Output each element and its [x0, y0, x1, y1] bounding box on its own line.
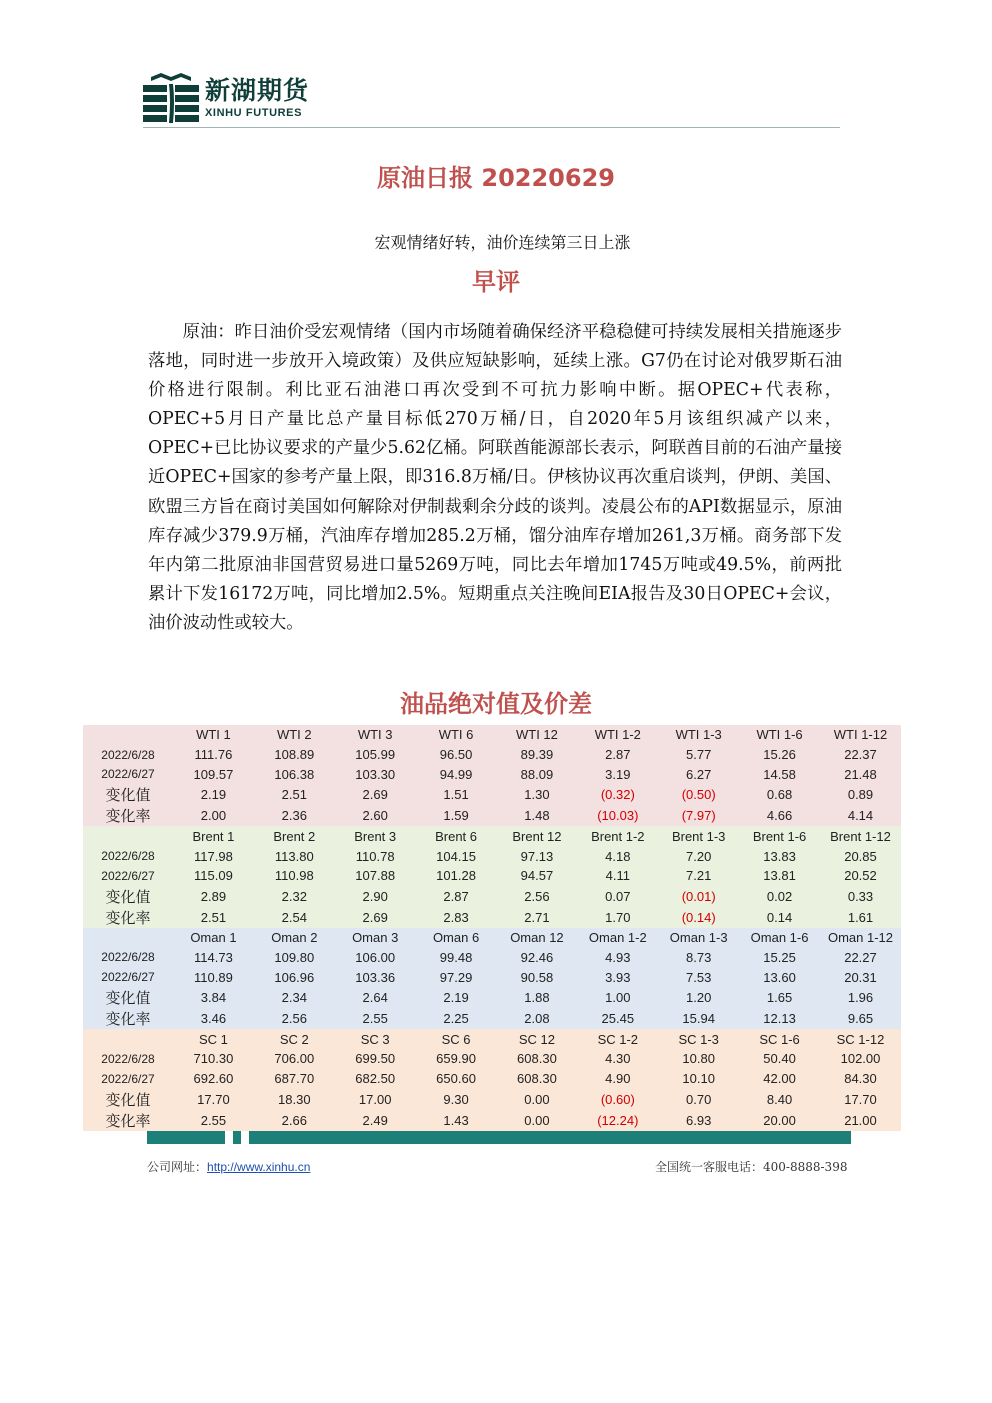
- column-header: Oman 6: [416, 928, 497, 948]
- table-cell: 4.11: [577, 866, 658, 886]
- column-header: SC 1-3: [658, 1029, 739, 1049]
- commentary-paragraph: 原油：昨日油价受宏观情绪（国内市场随着确保经济平稳稳健可持续发展相关措施逐步落地，同时进一步放开入境政策）及供应短缺影响，延续上涨。G7仍在讨论对俄罗斯石油价格进行限制。利比亚石油港口再次受到不可抗力影响中断。据OPEC+代表称，OPEC+5月日产量比总产量目标低270万桶/日，自2020年5月该组织减产以来，OPEC+已比协议要求的产量少5.62亿桶。阿联酋能源部长表示，阿联酋目前的石油产量接近OPEC+国家的参考产量上限，即316.8万桶/日。伊核协议再次重启谈判，伊朗、美国、欧盟三方旨在商讨美国如何解除对伊制裁剩余分歧的谈判。凌晨公布的API数据显示，原油库存减少379.9万桶，汽油库存增加285.2万桶，馏分油库存增加261,3万桶。商务部下发年内第二批原油非国营贸易进口量5269万吨，同比去年增加1745万吨或49.5%，前两批累计下发16172万吨，同比增加2.5%。短期重点关注晚间EIA报告及30日OPEC+会议，油价波动性或较大。: [148, 322, 842, 633]
- table-cell: (12.24): [577, 1110, 658, 1131]
- table-cell: 2.56: [254, 1008, 335, 1029]
- table-heading: 油品绝对值及价差: [400, 690, 592, 718]
- table-cell: 0.70: [658, 1089, 739, 1110]
- table-cell: 20.85: [820, 846, 901, 866]
- row-label: 变化率: [83, 1008, 173, 1029]
- table-cell: 15.25: [739, 948, 820, 968]
- table-cell: 108.89: [254, 745, 335, 765]
- table-cell: 17.70: [820, 1089, 901, 1110]
- table-cell: 1.70: [577, 907, 658, 928]
- column-header: Brent 6: [416, 826, 497, 846]
- column-header: Oman 1-6: [739, 928, 820, 948]
- column-header: Brent 1-3: [658, 826, 739, 846]
- column-header: Brent 3: [335, 826, 416, 846]
- table-cell: 1.61: [820, 907, 901, 928]
- table-cell: 107.88: [335, 866, 416, 886]
- table-cell: 2.25: [416, 1008, 497, 1029]
- column-header: Oman 1-3: [658, 928, 739, 948]
- table-cell: 106.38: [254, 765, 335, 785]
- table-row: [83, 1008, 901, 1029]
- table-cell: 25.45: [577, 1008, 658, 1029]
- column-header: SC 3: [335, 1029, 416, 1049]
- column-header: Brent 1: [173, 826, 254, 846]
- table-cell: 2.90: [335, 886, 416, 907]
- table-cell: 6.93: [658, 1110, 739, 1131]
- brent-header-row: [83, 826, 901, 846]
- table-cell: 22.37: [820, 745, 901, 765]
- table-cell: 88.09: [497, 765, 578, 785]
- table-cell: 42.00: [739, 1069, 820, 1089]
- table-cell: 7.20: [658, 846, 739, 866]
- column-header: Oman 1-2: [577, 928, 658, 948]
- table-cell: 102.00: [820, 1049, 901, 1069]
- table-cell: (0.14): [658, 907, 739, 928]
- table-cell: 106.96: [254, 967, 335, 987]
- table-cell: 1.51: [416, 784, 497, 805]
- table-cell: 10.10: [658, 1069, 739, 1089]
- table-cell: 1.59: [416, 805, 497, 826]
- header-divider: [143, 127, 840, 128]
- xinhu-waves-logo-icon: [143, 71, 199, 125]
- corner-cell: [83, 928, 173, 948]
- table-cell: 94.57: [497, 866, 578, 886]
- table-cell: 2.56: [497, 886, 578, 907]
- table-cell: 2.83: [416, 907, 497, 928]
- table-row: [83, 1110, 901, 1131]
- table-cell: 608.30: [497, 1049, 578, 1069]
- table-cell: 0.07: [577, 886, 658, 907]
- column-header: Oman 1-12: [820, 928, 901, 948]
- table-cell: 103.30: [335, 765, 416, 785]
- column-header: Oman 3: [335, 928, 416, 948]
- column-header: SC 2: [254, 1029, 335, 1049]
- table-cell: 2.08: [497, 1008, 578, 1029]
- table-cell: 115.09: [173, 866, 254, 886]
- column-header: WTI 1-3: [658, 725, 739, 745]
- table-cell: 96.50: [416, 745, 497, 765]
- table-row: [83, 967, 901, 987]
- table-cell: 1.88: [497, 987, 578, 1008]
- table-cell: 90.58: [497, 967, 578, 987]
- table-cell: 20.31: [820, 967, 901, 987]
- table-cell: 110.98: [254, 866, 335, 886]
- column-header: Oman 2: [254, 928, 335, 948]
- table-cell: 106.00: [335, 948, 416, 968]
- column-header: SC 1: [173, 1029, 254, 1049]
- table-cell: 706.00: [254, 1049, 335, 1069]
- column-header: SC 1-6: [739, 1029, 820, 1049]
- table-cell: 608.30: [497, 1069, 578, 1089]
- table-cell: 2.34: [254, 987, 335, 1008]
- column-header: Oman 1: [173, 928, 254, 948]
- table-cell: 103.36: [335, 967, 416, 987]
- table-cell: 111.76: [173, 745, 254, 765]
- table-cell: 2.19: [416, 987, 497, 1008]
- table-cell: 8.40: [739, 1089, 820, 1110]
- table-row: [83, 987, 901, 1008]
- table-row: [83, 1069, 901, 1089]
- column-header: Oman 12: [497, 928, 578, 948]
- table-cell: 110.78: [335, 846, 416, 866]
- table-cell: 113.80: [254, 846, 335, 866]
- footer-hotline: 全国统一客服电话：400-8888-398: [655, 1160, 848, 1174]
- column-header: WTI 3: [335, 725, 416, 745]
- table-cell: 21.48: [820, 765, 901, 785]
- table-cell: 4.66: [739, 805, 820, 826]
- table-cell: 94.99: [416, 765, 497, 785]
- table-cell: 13.60: [739, 967, 820, 987]
- table-cell: 2.51: [173, 907, 254, 928]
- table-cell: 2.36: [254, 805, 335, 826]
- table-cell: 1.48: [497, 805, 578, 826]
- table-cell: 1.65: [739, 987, 820, 1008]
- table-row: [83, 846, 901, 866]
- table-cell: 92.46: [497, 948, 578, 968]
- row-label: 变化率: [83, 1110, 173, 1131]
- table-cell: 2.19: [173, 784, 254, 805]
- table-cell: (10.03): [577, 805, 658, 826]
- corner-cell: [83, 1029, 173, 1049]
- table-cell: 0.14: [739, 907, 820, 928]
- table-cell: 2.64: [335, 987, 416, 1008]
- table-cell: 2.89: [173, 886, 254, 907]
- table-cell: 2.87: [416, 886, 497, 907]
- table-cell: 5.77: [658, 745, 739, 765]
- table-cell: 18.30: [254, 1089, 335, 1110]
- table-row: [83, 948, 901, 968]
- sc-header-row: [83, 1029, 901, 1049]
- table-cell: 99.48: [416, 948, 497, 968]
- table-cell: 105.99: [335, 745, 416, 765]
- column-header: SC 12: [497, 1029, 578, 1049]
- corner-cell: [83, 826, 173, 846]
- table-cell: 2.87: [577, 745, 658, 765]
- table-cell: (0.60): [577, 1089, 658, 1110]
- table-cell: 2.51: [254, 784, 335, 805]
- table-cell: 13.81: [739, 866, 820, 886]
- table-cell: 2.60: [335, 805, 416, 826]
- table-cell: 13.83: [739, 846, 820, 866]
- company-name-cn: 新湖期货: [205, 76, 310, 105]
- row-label: 变化率: [83, 907, 173, 928]
- table-cell: (0.01): [658, 886, 739, 907]
- table-cell: 21.00: [820, 1110, 901, 1131]
- table-cell: 20.00: [739, 1110, 820, 1131]
- table-cell: 50.40: [739, 1049, 820, 1069]
- table-cell: 699.50: [335, 1049, 416, 1069]
- table-cell: 17.00: [335, 1089, 416, 1110]
- column-header: WTI 6: [416, 725, 497, 745]
- table-cell: 4.14: [820, 805, 901, 826]
- table-cell: 1.30: [497, 784, 578, 805]
- table-cell: 0.02: [739, 886, 820, 907]
- table-cell: 2.66: [254, 1110, 335, 1131]
- footer-bar-left: [147, 1131, 225, 1144]
- table-cell: 22.27: [820, 948, 901, 968]
- table-row: [83, 886, 901, 907]
- company-name-en: XINHU FUTURES: [205, 107, 303, 119]
- table-cell: 0.68: [739, 784, 820, 805]
- table-cell: 9.65: [820, 1008, 901, 1029]
- table-cell: 109.57: [173, 765, 254, 785]
- wti-header-row: [83, 725, 901, 745]
- column-header: SC 1-12: [820, 1029, 901, 1049]
- table-cell: 7.21: [658, 866, 739, 886]
- table-cell: 710.30: [173, 1049, 254, 1069]
- oil-price-table: [83, 725, 901, 1131]
- table-cell: 15.26: [739, 745, 820, 765]
- row-label: 2022/6/28: [83, 948, 173, 968]
- row-label: 2022/6/27: [83, 967, 173, 987]
- table-cell: 0.00: [497, 1110, 578, 1131]
- table-cell: 2.49: [335, 1110, 416, 1131]
- table-cell: 15.94: [658, 1008, 739, 1029]
- row-label: 2022/6/27: [83, 1069, 173, 1089]
- table-cell: 0.00: [497, 1089, 578, 1110]
- table-cell: 3.84: [173, 987, 254, 1008]
- table-cell: 687.70: [254, 1069, 335, 1089]
- table-cell: 3.93: [577, 967, 658, 987]
- table-row: [83, 1049, 901, 1069]
- table-cell: (0.50): [658, 784, 739, 805]
- column-header: Brent 1-6: [739, 826, 820, 846]
- column-header: SC 6: [416, 1029, 497, 1049]
- table-cell: 114.73: [173, 948, 254, 968]
- table-cell: 1.96: [820, 987, 901, 1008]
- column-header: WTI 2: [254, 725, 335, 745]
- table-cell: 2.69: [335, 784, 416, 805]
- column-header: WTI 12: [497, 725, 578, 745]
- table-cell: 1.00: [577, 987, 658, 1008]
- table-cell: 4.30: [577, 1049, 658, 1069]
- table-cell: 8.73: [658, 948, 739, 968]
- table-cell: 0.33: [820, 886, 901, 907]
- table-cell: 4.90: [577, 1069, 658, 1089]
- footer-bar-mid: [233, 1131, 241, 1144]
- row-label: 2022/6/27: [83, 866, 173, 886]
- footer-bar-right: [249, 1131, 851, 1144]
- table-cell: 3.19: [577, 765, 658, 785]
- table-cell: 9.30: [416, 1089, 497, 1110]
- table-cell: 2.69: [335, 907, 416, 928]
- column-header: WTI 1-12: [820, 725, 901, 745]
- table-cell: 89.39: [497, 745, 578, 765]
- table-cell: (0.32): [577, 784, 658, 805]
- table-cell: 97.13: [497, 846, 578, 866]
- row-label: 2022/6/28: [83, 846, 173, 866]
- row-label: 变化率: [83, 805, 173, 826]
- row-label: 变化值: [83, 1089, 173, 1110]
- table-cell: 109.80: [254, 948, 335, 968]
- row-label: 变化值: [83, 987, 173, 1008]
- corner-cell: [83, 725, 173, 745]
- row-label: 2022/6/28: [83, 1049, 173, 1069]
- table-cell: 3.46: [173, 1008, 254, 1029]
- row-label: 2022/6/27: [83, 765, 173, 785]
- table-cell: 17.70: [173, 1089, 254, 1110]
- row-label: 变化值: [83, 784, 173, 805]
- table-row: [83, 866, 901, 886]
- table-cell: 10.80: [658, 1049, 739, 1069]
- table-cell: 12.13: [739, 1008, 820, 1029]
- website-label: 公司网址：: [147, 1160, 208, 1174]
- table-cell: 14.58: [739, 765, 820, 785]
- column-header: SC 1-2: [577, 1029, 658, 1049]
- table-cell: 110.89: [173, 967, 254, 987]
- column-header: Brent 12: [497, 826, 578, 846]
- table-cell: 2.32: [254, 886, 335, 907]
- table-cell: 4.93: [577, 948, 658, 968]
- table-cell: 84.30: [820, 1069, 901, 1089]
- company-logo: [143, 70, 309, 126]
- table-cell: 0.89: [820, 784, 901, 805]
- table-row: [83, 745, 901, 765]
- table-cell: 2.71: [497, 907, 578, 928]
- morning-heading: 早评: [472, 268, 520, 296]
- table-row: [83, 765, 901, 785]
- table-cell: (7.97): [658, 805, 739, 826]
- table-cell: 101.28: [416, 866, 497, 886]
- column-header: Brent 2: [254, 826, 335, 846]
- table-cell: 104.15: [416, 846, 497, 866]
- table-row: [83, 1089, 901, 1110]
- website-link[interactable]: http://www.xinhu.cn: [207, 1160, 311, 1174]
- oman-header-row: [83, 928, 901, 948]
- column-header: Brent 1-12: [820, 826, 901, 846]
- table-cell: 20.52: [820, 866, 901, 886]
- table-row: [83, 907, 901, 928]
- table-cell: 2.00: [173, 805, 254, 826]
- column-header: WTI 1: [173, 725, 254, 745]
- table-cell: 682.50: [335, 1069, 416, 1089]
- table-cell: 7.53: [658, 967, 739, 987]
- table-cell: 2.55: [173, 1110, 254, 1131]
- table-row: [83, 784, 901, 805]
- table-cell: 6.27: [658, 765, 739, 785]
- table-cell: 1.20: [658, 987, 739, 1008]
- table-cell: 650.60: [416, 1069, 497, 1089]
- table-cell: 117.98: [173, 846, 254, 866]
- column-header: Brent 1-2: [577, 826, 658, 846]
- table-cell: 97.29: [416, 967, 497, 987]
- table-cell: 659.90: [416, 1049, 497, 1069]
- column-header: WTI 1-6: [739, 725, 820, 745]
- row-label: 2022/6/28: [83, 745, 173, 765]
- column-header: WTI 1-2: [577, 725, 658, 745]
- footer-website: [147, 1158, 310, 1175]
- table-cell: 1.43: [416, 1110, 497, 1131]
- table-cell: 692.60: [173, 1069, 254, 1089]
- table-cell: 4.18: [577, 846, 658, 866]
- row-label: 变化值: [83, 886, 173, 907]
- table-row: [83, 805, 901, 826]
- report-title: 原油日报 20220629: [377, 164, 615, 192]
- table-cell: 2.54: [254, 907, 335, 928]
- table-cell: 2.55: [335, 1008, 416, 1029]
- report-subtitle: 宏观情绪好转，油价连续第三日上涨: [374, 233, 631, 252]
